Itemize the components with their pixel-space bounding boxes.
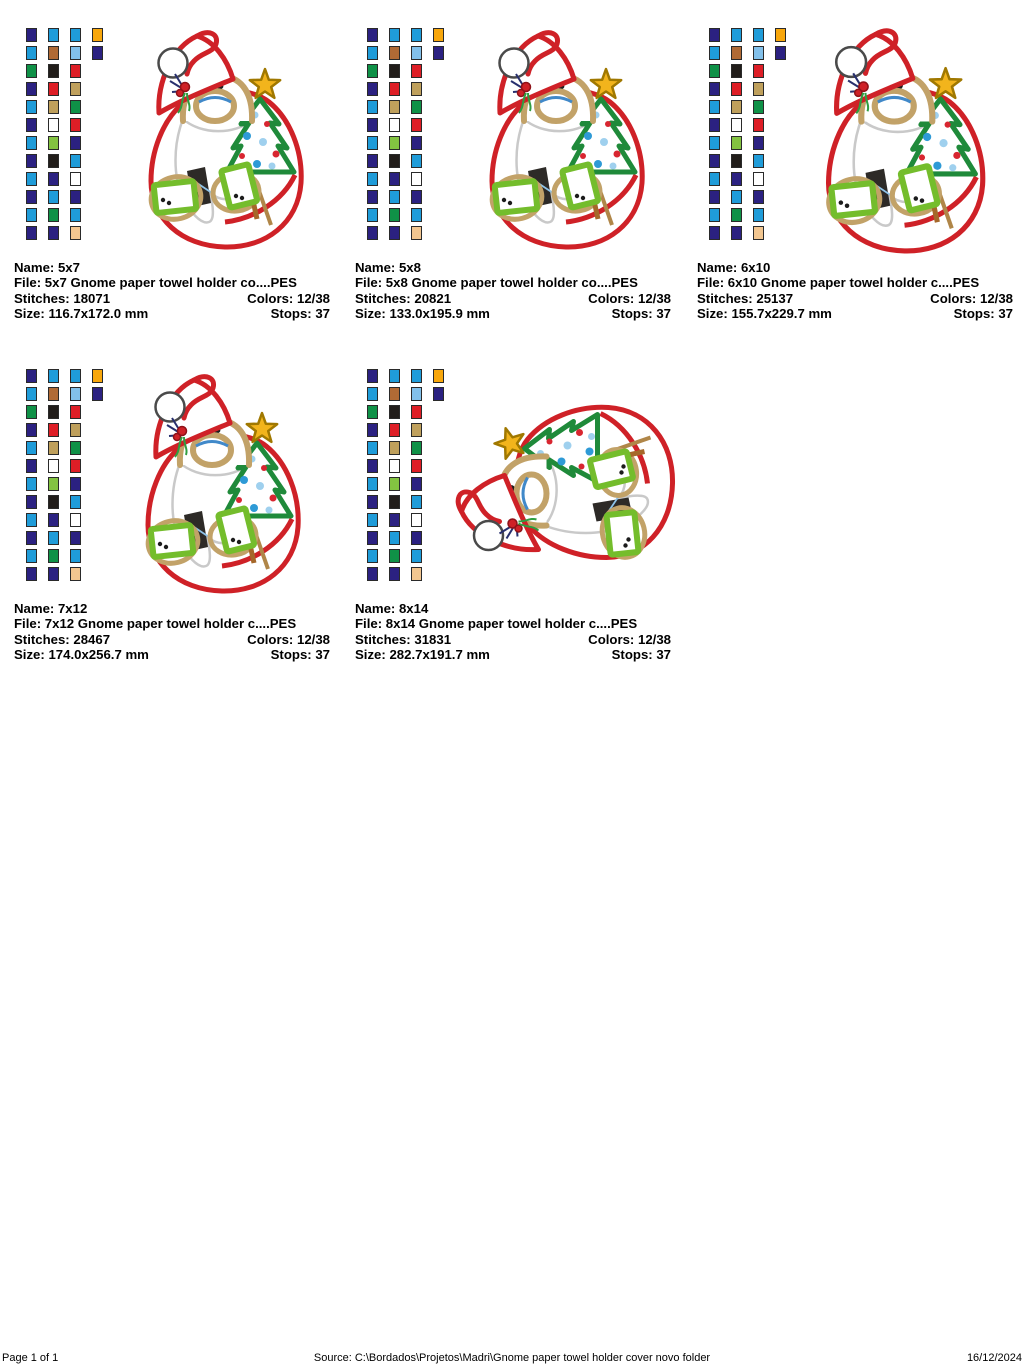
thread-color-swatch	[70, 64, 81, 78]
thread-color-swatch	[367, 459, 378, 473]
thread-color-swatch	[48, 477, 59, 491]
thread-color-swatch	[389, 28, 400, 42]
thread-color-swatch	[709, 64, 720, 78]
design-info	[14, 601, 330, 663]
thread-color-swatch	[92, 28, 103, 42]
page-number: Page 1 of 1	[2, 1352, 59, 1364]
thread-color-swatch	[411, 118, 422, 132]
thread-color-palette	[367, 28, 444, 240]
thread-color-swatch	[367, 405, 378, 419]
thread-color-swatch	[433, 387, 444, 401]
thread-color-swatch	[48, 369, 59, 383]
thread-color-swatch	[70, 46, 81, 60]
thread-color-swatch	[433, 369, 444, 383]
design-stitches: Stitches: 20821	[355, 290, 452, 306]
thread-color-swatch	[70, 423, 81, 437]
thread-color-swatch	[367, 208, 378, 222]
thread-color-swatch	[433, 28, 444, 42]
thread-color-swatch	[411, 46, 422, 60]
thread-color-swatch	[26, 549, 37, 563]
thread-color-swatch	[389, 459, 400, 473]
thread-color-swatch	[389, 190, 400, 204]
thread-color-swatch	[389, 46, 400, 60]
thread-color-palette	[26, 28, 103, 240]
thread-color-swatch	[389, 441, 400, 455]
thread-color-swatch	[26, 82, 37, 96]
thread-color-swatch	[48, 387, 59, 401]
thread-color-swatch	[709, 118, 720, 132]
thread-color-swatch	[709, 28, 720, 42]
design-size: Size: 174.0x256.7 mm	[14, 647, 149, 663]
thread-color-swatch	[411, 208, 422, 222]
thread-color-swatch	[48, 441, 59, 455]
thread-color-swatch	[731, 82, 742, 96]
thread-color-swatch	[26, 405, 37, 419]
design-info	[14, 260, 330, 322]
thread-color-swatch	[70, 459, 81, 473]
thread-color-swatch	[709, 82, 720, 96]
thread-color-swatch	[48, 190, 59, 204]
design-size: Size: 282.7x191.7 mm	[355, 647, 490, 663]
thread-color-swatch	[411, 531, 422, 545]
thread-color-swatch	[70, 495, 81, 509]
thread-color-swatch	[48, 28, 59, 42]
gnome-santa-thumbnail	[136, 369, 306, 594]
design-stitches: Stitches: 31831	[355, 631, 452, 647]
thread-color-swatch	[70, 549, 81, 563]
thread-color-swatch	[48, 405, 59, 419]
gnome-santa-thumbnail	[139, 25, 309, 250]
thread-color-swatch	[411, 567, 422, 581]
thread-color-swatch	[367, 28, 378, 42]
design-card-8x14	[355, 361, 671, 673]
thread-color-swatch	[367, 567, 378, 581]
thread-color-swatch	[48, 118, 59, 132]
thread-color-swatch	[26, 172, 37, 186]
thread-color-swatch	[411, 172, 422, 186]
thread-color-swatch	[389, 495, 400, 509]
thread-color-swatch	[26, 118, 37, 132]
thread-color-swatch	[26, 531, 37, 545]
thread-color-swatch	[70, 28, 81, 42]
thread-color-swatch	[92, 46, 103, 60]
thread-color-swatch	[70, 477, 81, 491]
thread-color-swatch	[70, 441, 81, 455]
thread-color-swatch	[753, 46, 764, 60]
thread-color-swatch	[367, 100, 378, 114]
source-path: Source: C:\Bordados\Projetos\Madri\Gnome paper towel holder cover novo folder	[313, 1352, 711, 1364]
thread-color-swatch	[731, 46, 742, 60]
thread-color-swatch	[70, 172, 81, 186]
thread-color-swatch	[70, 82, 81, 96]
thread-color-swatch	[26, 369, 37, 383]
design-name: Name: 7x12	[14, 601, 88, 616]
design-colors: Colors: 12/38	[588, 631, 671, 647]
thread-color-swatch	[26, 567, 37, 581]
thread-color-swatch	[411, 136, 422, 150]
thread-color-swatch	[367, 495, 378, 509]
design-info	[355, 601, 671, 663]
thread-color-swatch	[433, 46, 444, 60]
thread-color-swatch	[48, 100, 59, 114]
design-colors: Colors: 12/38	[247, 290, 330, 306]
gnome-santa-thumbnail	[816, 23, 991, 254]
thread-color-swatch	[48, 64, 59, 78]
thread-color-swatch	[709, 46, 720, 60]
design-stitches: Stitches: 25137	[697, 290, 794, 306]
thread-color-swatch	[70, 405, 81, 419]
thread-color-swatch	[753, 100, 764, 114]
thread-color-swatch	[48, 226, 59, 240]
thread-color-swatch	[389, 567, 400, 581]
thread-color-swatch	[753, 208, 764, 222]
design-name: Name: 5x7	[14, 260, 80, 275]
design-card-5x7	[14, 20, 330, 332]
thread-color-swatch	[48, 549, 59, 563]
thread-color-swatch	[411, 190, 422, 204]
thread-color-swatch	[389, 369, 400, 383]
thread-color-swatch	[26, 441, 37, 455]
thread-color-swatch	[26, 190, 37, 204]
design-stitches: Stitches: 18071	[14, 290, 111, 306]
thread-color-swatch	[389, 423, 400, 437]
thread-color-swatch	[367, 64, 378, 78]
thread-color-swatch	[367, 46, 378, 60]
thread-color-swatch	[26, 495, 37, 509]
thread-color-swatch	[70, 531, 81, 545]
thread-color-swatch	[389, 549, 400, 563]
page-footer	[0, 1352, 1024, 1368]
thread-color-swatch	[389, 477, 400, 491]
thread-color-swatch	[411, 154, 422, 168]
thread-color-swatch	[26, 477, 37, 491]
thread-color-swatch	[70, 226, 81, 240]
thread-color-swatch	[411, 82, 422, 96]
thread-color-swatch	[367, 369, 378, 383]
thread-color-swatch	[367, 82, 378, 96]
thread-color-swatch	[367, 226, 378, 240]
thread-color-swatch	[753, 64, 764, 78]
thread-color-swatch	[389, 172, 400, 186]
design-colors: Colors: 12/38	[247, 631, 330, 647]
thread-color-swatch	[48, 154, 59, 168]
thread-color-swatch	[367, 118, 378, 132]
thread-color-swatch	[26, 459, 37, 473]
thread-color-swatch	[26, 513, 37, 527]
thread-color-swatch	[753, 136, 764, 150]
thread-color-swatch	[775, 46, 786, 60]
design-size: Size: 116.7x172.0 mm	[14, 306, 149, 322]
thread-color-swatch	[753, 28, 764, 42]
thread-color-swatch	[709, 190, 720, 204]
thread-color-swatch	[709, 154, 720, 168]
thread-color-swatch	[70, 154, 81, 168]
thread-color-swatch	[775, 28, 786, 42]
design-file: File: 7x12 Gnome paper towel holder c....PES	[14, 616, 297, 632]
design-card-7x12	[14, 361, 330, 673]
thread-color-swatch	[411, 226, 422, 240]
thread-color-swatch	[389, 226, 400, 240]
design-info	[355, 260, 671, 322]
thread-color-swatch	[26, 64, 37, 78]
thread-color-swatch	[709, 226, 720, 240]
thread-color-swatch	[411, 387, 422, 401]
thread-color-swatch	[731, 136, 742, 150]
thread-color-swatch	[367, 513, 378, 527]
thread-color-swatch	[411, 513, 422, 527]
design-name: Name: 8x14	[355, 601, 429, 616]
design-stops: Stops: 37	[953, 306, 1013, 322]
thread-color-swatch	[48, 531, 59, 545]
design-name: Name: 6x10	[697, 260, 771, 275]
design-size: Size: 155.7x229.7 mm	[697, 306, 832, 322]
thread-color-swatch	[48, 513, 59, 527]
thread-color-swatch	[411, 549, 422, 563]
thread-color-swatch	[92, 387, 103, 401]
thread-color-swatch	[731, 28, 742, 42]
thread-color-swatch	[709, 208, 720, 222]
thread-color-swatch	[411, 28, 422, 42]
thread-color-swatch	[731, 208, 742, 222]
design-stitches: Stitches: 28467	[14, 631, 111, 647]
design-card-5x8	[355, 20, 671, 332]
thread-color-swatch	[411, 369, 422, 383]
thread-color-swatch	[367, 190, 378, 204]
design-file: File: 6x10 Gnome paper towel holder c....PES	[697, 275, 980, 291]
thread-color-swatch	[26, 226, 37, 240]
thread-color-swatch	[731, 154, 742, 168]
thread-color-swatch	[367, 477, 378, 491]
thread-color-swatch	[389, 136, 400, 150]
thread-color-swatch	[389, 64, 400, 78]
thread-color-palette	[367, 369, 444, 581]
print-date: 16/12/2024	[966, 1352, 1022, 1364]
thread-color-swatch	[709, 172, 720, 186]
thread-color-swatch	[48, 172, 59, 186]
design-stops: Stops: 37	[270, 647, 330, 663]
thread-color-swatch	[48, 46, 59, 60]
thread-color-swatch	[367, 154, 378, 168]
thread-color-swatch	[70, 387, 81, 401]
thread-color-swatch	[731, 190, 742, 204]
thread-color-swatch	[389, 154, 400, 168]
thread-color-swatch	[70, 208, 81, 222]
thread-color-swatch	[753, 82, 764, 96]
thread-color-swatch	[26, 208, 37, 222]
rotated-thumbnail-wrap	[451, 398, 676, 570]
thread-color-swatch	[411, 477, 422, 491]
thread-color-swatch	[70, 513, 81, 527]
thread-color-swatch	[389, 405, 400, 419]
thread-color-swatch	[70, 567, 81, 581]
thread-color-swatch	[26, 100, 37, 114]
thread-color-swatch	[753, 172, 764, 186]
thread-color-swatch	[411, 405, 422, 419]
thread-color-swatch	[367, 423, 378, 437]
thread-color-swatch	[70, 100, 81, 114]
thread-color-swatch	[709, 136, 720, 150]
thread-color-palette	[26, 369, 103, 581]
thread-color-swatch	[367, 441, 378, 455]
thread-color-swatch	[48, 423, 59, 437]
gnome-santa-thumbnail-rotated	[451, 400, 676, 570]
design-card-6x10	[697, 20, 1013, 332]
design-file: File: 5x7 Gnome paper towel holder co....PES	[14, 275, 297, 291]
thread-color-swatch	[26, 423, 37, 437]
thread-color-swatch	[70, 118, 81, 132]
thread-color-swatch	[367, 531, 378, 545]
thread-color-swatch	[389, 82, 400, 96]
design-stops: Stops: 37	[270, 306, 330, 322]
thread-color-swatch	[48, 495, 59, 509]
thread-color-swatch	[411, 423, 422, 437]
thread-color-swatch	[389, 118, 400, 132]
thread-color-swatch	[389, 387, 400, 401]
thread-color-swatch	[731, 100, 742, 114]
thread-color-swatch	[389, 531, 400, 545]
thread-color-swatch	[26, 46, 37, 60]
design-info	[697, 260, 1013, 322]
thread-color-swatch	[48, 82, 59, 96]
design-stops: Stops: 37	[611, 306, 671, 322]
thread-color-swatch	[389, 513, 400, 527]
gnome-santa-thumbnail	[480, 25, 650, 250]
thread-color-swatch	[367, 172, 378, 186]
thread-color-swatch	[48, 136, 59, 150]
thread-color-swatch	[26, 28, 37, 42]
thread-color-swatch	[753, 190, 764, 204]
thread-color-swatch	[411, 100, 422, 114]
design-size: Size: 133.0x195.9 mm	[355, 306, 490, 322]
thread-color-swatch	[26, 387, 37, 401]
design-stops: Stops: 37	[611, 647, 671, 663]
thread-color-swatch	[70, 190, 81, 204]
thread-color-swatch	[367, 387, 378, 401]
design-colors: Colors: 12/38	[588, 290, 671, 306]
thread-color-swatch	[753, 226, 764, 240]
thread-color-swatch	[731, 118, 742, 132]
thread-color-swatch	[709, 100, 720, 114]
design-name: Name: 5x8	[355, 260, 421, 275]
thread-color-swatch	[26, 154, 37, 168]
thread-color-swatch	[26, 136, 37, 150]
thread-color-swatch	[48, 208, 59, 222]
thread-color-swatch	[389, 100, 400, 114]
thread-color-swatch	[753, 118, 764, 132]
thread-color-swatch	[48, 567, 59, 581]
design-colors: Colors: 12/38	[930, 290, 1013, 306]
thread-color-swatch	[92, 369, 103, 383]
thread-color-swatch	[411, 459, 422, 473]
thread-color-swatch	[411, 64, 422, 78]
thread-color-swatch	[70, 369, 81, 383]
thread-color-swatch	[367, 136, 378, 150]
thread-color-swatch	[731, 172, 742, 186]
thread-color-swatch	[367, 549, 378, 563]
thread-color-swatch	[70, 136, 81, 150]
thread-color-swatch	[411, 495, 422, 509]
thread-color-swatch	[389, 208, 400, 222]
thread-color-swatch	[411, 441, 422, 455]
design-file: File: 8x14 Gnome paper towel holder c....PES	[355, 616, 638, 632]
thread-color-swatch	[731, 64, 742, 78]
design-file: File: 5x8 Gnome paper towel holder co....PES	[355, 275, 638, 291]
thread-color-swatch	[731, 226, 742, 240]
thread-color-swatch	[48, 459, 59, 473]
thread-color-palette	[709, 28, 786, 240]
thread-color-swatch	[753, 154, 764, 168]
